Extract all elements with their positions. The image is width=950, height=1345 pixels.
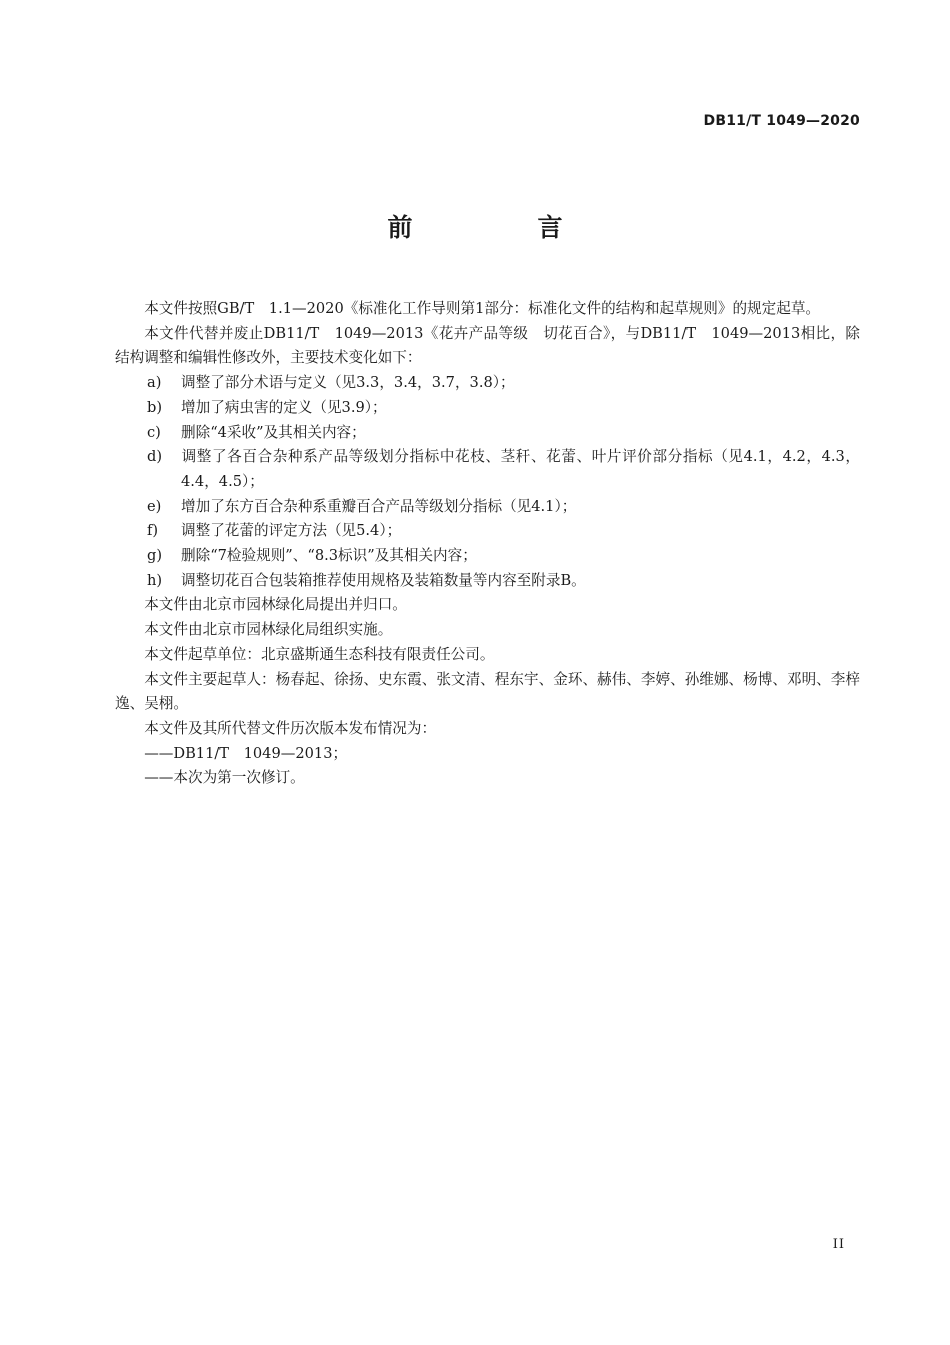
list-item-mark: d) [147, 448, 163, 466]
list-item-text: 调整了各百合杂种系产品等级划分指标中花枝、茎秆、花蕾、叶片评价部分指标（见4.1，4.2，4.3，4.4，4.5）； [181, 448, 860, 490]
page-number: II [832, 1237, 845, 1252]
foreword-body [115, 297, 860, 791]
list-item-mark: b) [147, 398, 163, 416]
list-item [115, 421, 860, 446]
paragraph-drafting-unit: 本文件起草单位：北京盛斯通生态科技有限责任公司。 [144, 645, 495, 663]
paragraph-implementer: 本文件由北京市园林绿化局组织实施。 [144, 621, 393, 639]
list-item [115, 519, 860, 544]
list-item-text: 删除“7检验规则”、“8.3标识”及其相关内容； [181, 547, 477, 565]
version-history-item: ——DB11/T 1049—2013； [144, 744, 348, 762]
list-item-text: 调整了花蕾的评定方法（见5.4）； [181, 522, 402, 540]
list-item-mark: h) [147, 571, 163, 589]
paragraph-drafters: 本文件主要起草人：杨春起、徐扬、史东霞、张文清、程东宇、金环、赫伟、李婷、孙维娜、杨博、邓明、李梓逸、吴栩。 [115, 670, 860, 713]
list-item-text: 调整切花百合包装箱推荐使用规格及装箱数量等内容至附录B。 [181, 571, 586, 589]
version-history-item: ——本次为第一次修订。 [144, 769, 305, 787]
paragraph-version-history: 本文件及其所代替文件历次版本发布情况为： [144, 719, 437, 737]
list-item-mark: g) [147, 547, 163, 565]
page-title: 前 言 [387, 213, 613, 242]
paragraph-replacement: 本文件代替并废止DB11/T 1049—2013《花卉产品等级 切花百合》，与DB11/T 1049—2013相比，除结构调整和编辑性修改外，主要技术变化如下： [115, 324, 860, 367]
list-item [115, 445, 860, 494]
list-item-text: 删除“4采收”及其相关内容； [181, 423, 366, 441]
changes-list [115, 371, 860, 593]
list-item-mark: f) [147, 522, 159, 540]
list-item [115, 396, 860, 421]
list-item-text: 增加了东方百合杂种系重瓣百合产品等级划分指标（见4.1）； [181, 497, 577, 515]
list-item [115, 569, 860, 594]
paragraph-proposer: 本文件由北京市园林绿化局提出并归口。 [144, 596, 407, 614]
paragraph-drafting-basis: 本文件按照GB/T 1.1—2020《标准化工作导则第1部分：标准化文件的结构和起草规则》的规定起草。 [144, 300, 821, 317]
list-item [115, 371, 860, 396]
list-item-text: 增加了病虫害的定义（见3.9）； [181, 398, 387, 416]
list-item-mark: e) [147, 497, 162, 515]
document-code: DB11/T 1049—2020 [703, 113, 860, 129]
list-item-text: 调整了部分术语与定义（见3.3，3.4，3.7，3.8）； [181, 374, 515, 392]
list-item-mark: c) [147, 423, 161, 441]
list-item-mark: a) [147, 374, 162, 392]
list-item [115, 544, 860, 569]
list-item [115, 495, 860, 520]
